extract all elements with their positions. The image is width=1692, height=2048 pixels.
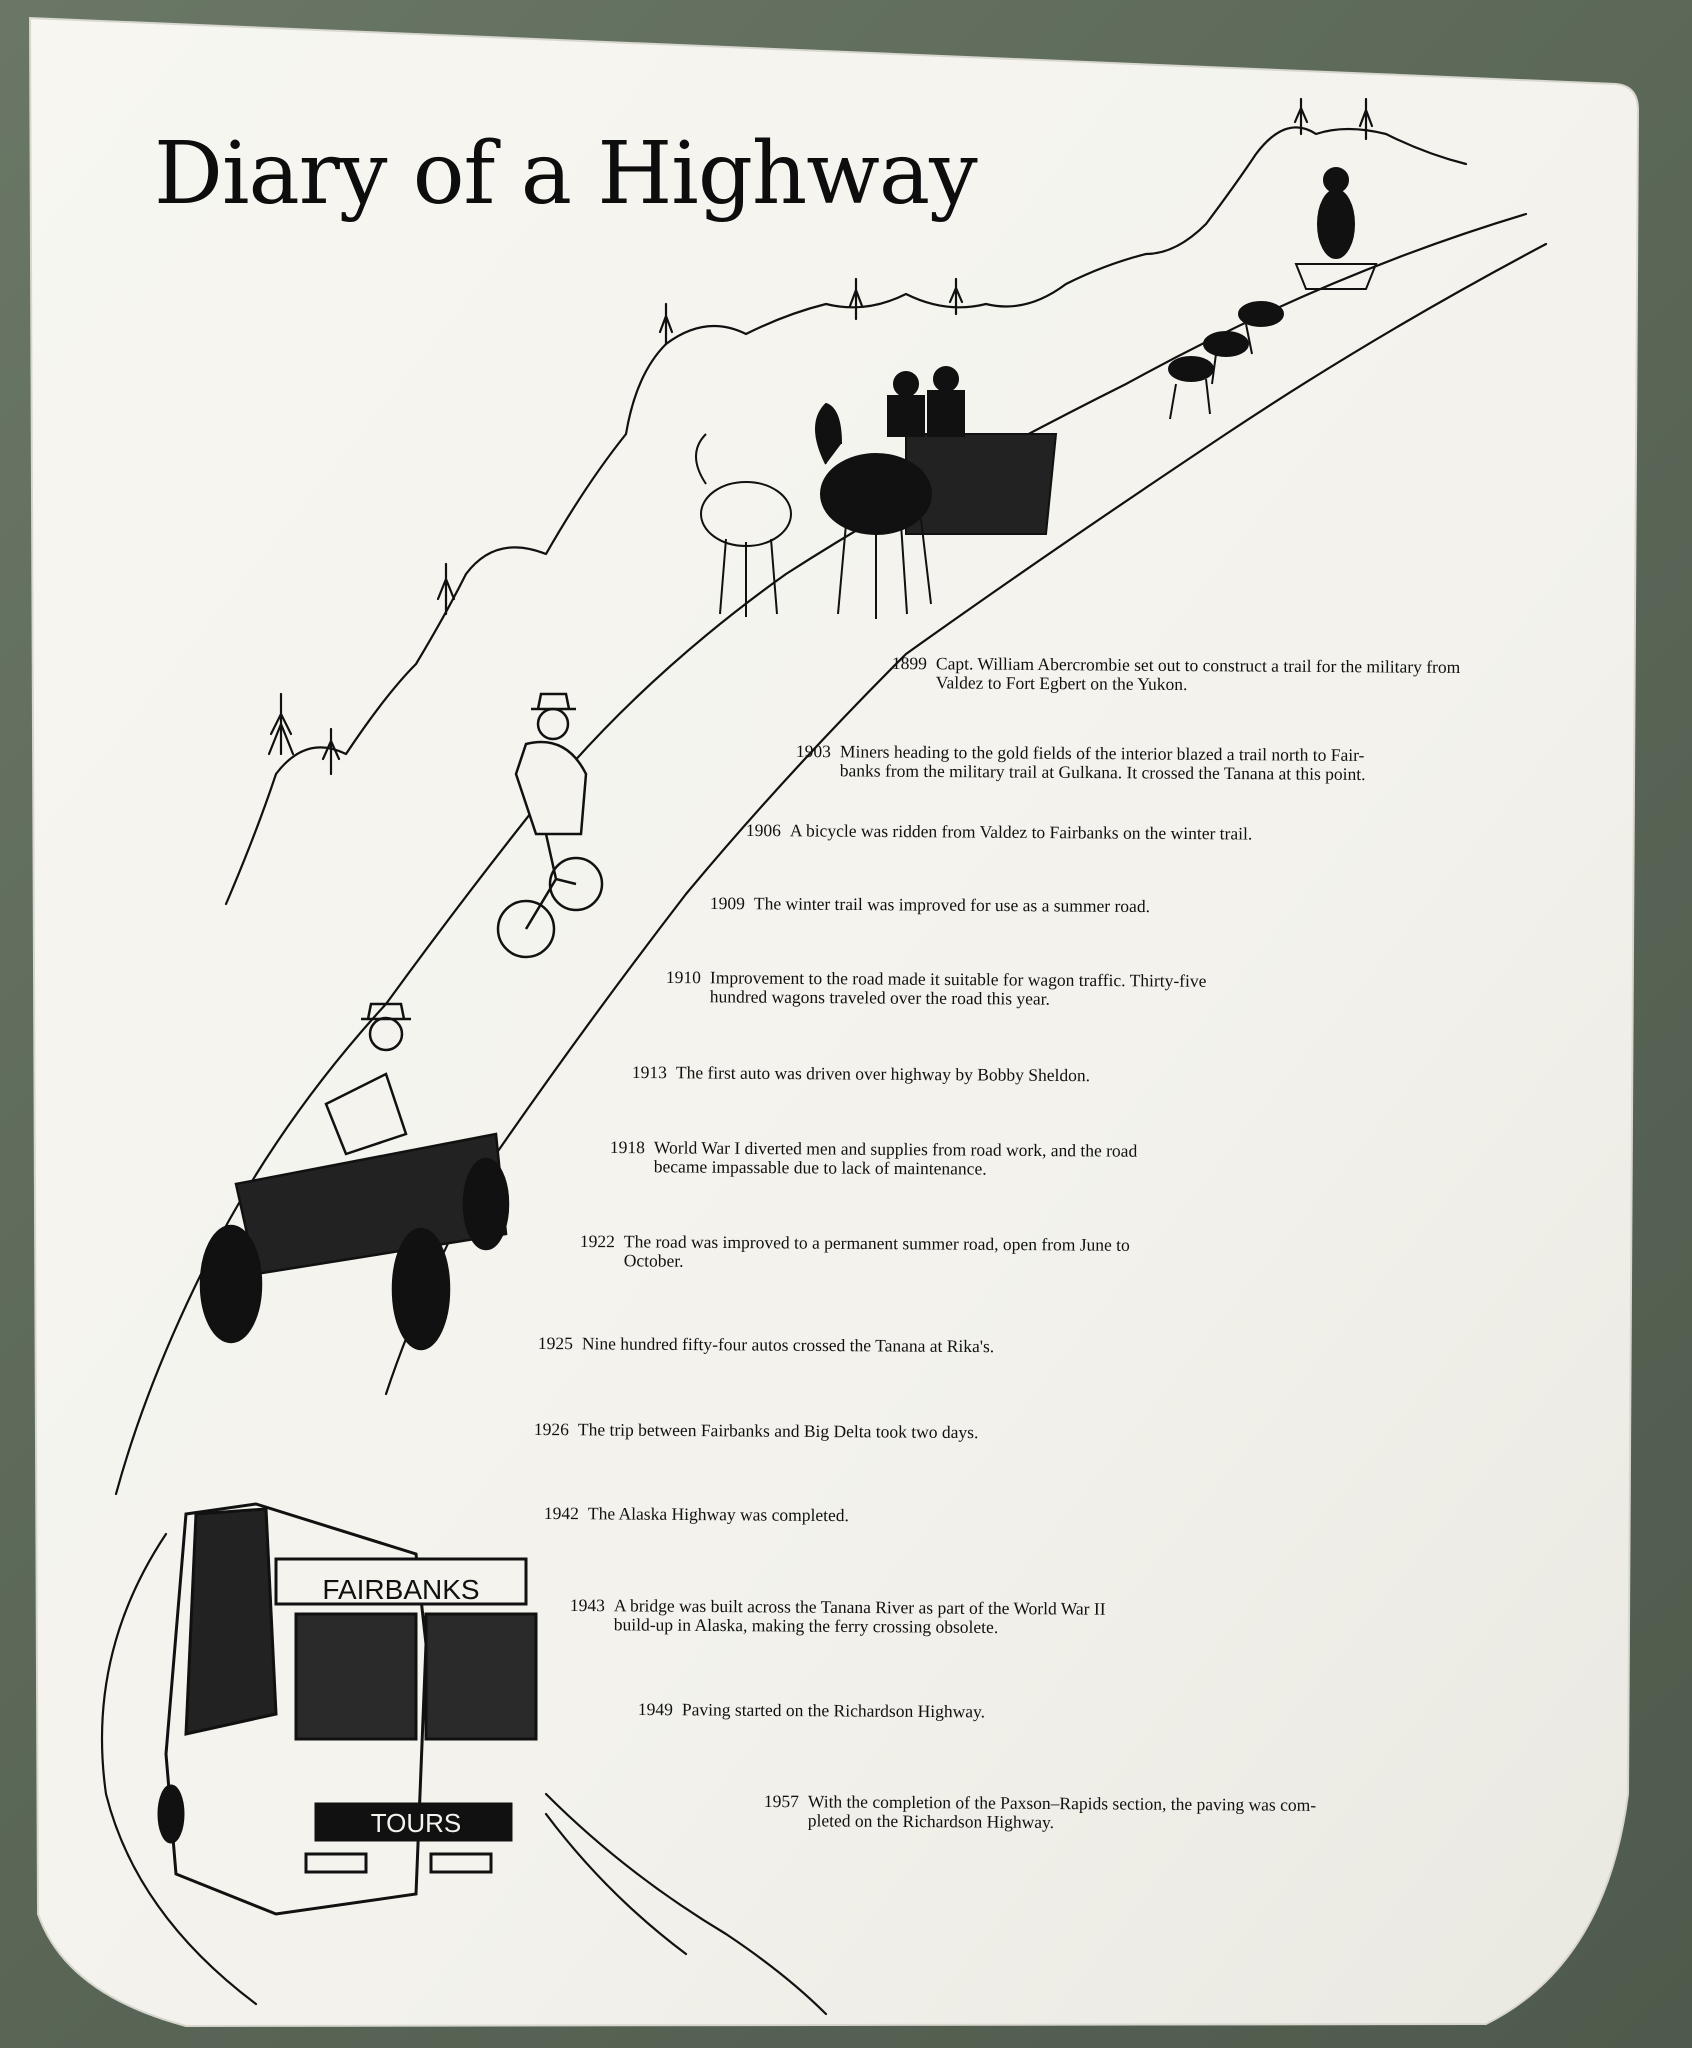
entry-text: The road was improved to a permanent summer road, open from June to October. (623, 1231, 1130, 1271)
entry-year: 1957 (763, 1791, 800, 1812)
entry-text: Improvement to the road made it suitable for wagon traffic. Thirty-five hundred wagons traveled over the road this year. (709, 967, 1207, 1009)
entry-year: 1925 (537, 1333, 574, 1354)
entry-text: Miners heading to the gold fields of the interior blazed a trail north to Fair- banks from the military trail at Gulkana. It crossed the Tanana at this point. (839, 741, 1366, 784)
entry-text: With the completion of the Paxson–Rapids section, the paving was com- pleted on the Richardson Highway. (807, 1791, 1317, 1833)
ridge-tree (323, 729, 339, 774)
entry-year: 1949 (637, 1699, 674, 1720)
entry-text: The first auto was driven over highway by Bobby Sheldon. (675, 1062, 1091, 1086)
entry-year: 1913 (631, 1062, 668, 1083)
ridge-tree (269, 694, 293, 754)
entry-text: The Alaska Highway was completed. (587, 1503, 849, 1526)
timeline-entry (710, 894, 1150, 916)
ridge-tree (850, 279, 862, 319)
road-edge-left (116, 214, 1526, 1494)
timeline-entry (746, 821, 1252, 844)
entry-text: Paving started on the Richardson Highway. (681, 1699, 986, 1722)
ridge-tree (950, 279, 962, 314)
bicyclist-drawing (498, 694, 602, 957)
entry-year: 1943 (569, 1595, 606, 1616)
timeline-entry (610, 1138, 1138, 1180)
tour-bus-drawing (159, 1504, 536, 1914)
entry-year: 1906 (745, 820, 782, 841)
horse-wagon-drawing (696, 367, 1056, 619)
entry-year: 1918 (609, 1137, 646, 1158)
entry-text: A bicycle was ridden from Valdez to Fairbanks on the winter trail. (789, 820, 1253, 844)
antique-car-drawing (201, 1004, 508, 1349)
ridge-tree (1360, 99, 1372, 139)
ridge-tree (660, 304, 672, 344)
highway-illustration (26, 14, 1676, 2034)
timeline-entry (764, 1792, 1316, 1834)
poster-title: Diary of a Highway (154, 124, 977, 224)
timeline-entry (638, 1700, 985, 1721)
entry-year: 1942 (543, 1503, 580, 1524)
bus-tours-sign: TOURS (370, 1808, 462, 1838)
bus-destination-label: FAIRBANKS (322, 1574, 480, 1605)
timeline-entry (892, 654, 1461, 696)
entry-text: The winter trail was improved for use as a summer road. (753, 893, 1151, 917)
timeline-entry (538, 1334, 994, 1356)
entry-text: Nine hundred fifty-four autos crossed the Tanana at Rika's. (581, 1333, 995, 1357)
diary-poster (26, 14, 1676, 2034)
entry-text: The trip between Fairbanks and Big Delta took two days. (577, 1419, 979, 1443)
timeline-entry (534, 1420, 979, 1442)
dog-sled-drawing (1169, 168, 1376, 419)
entry-text: A bridge was built across the Tanana River as part of the World War II build-up in Alaska, making the ferry crossing obsolete. (613, 1595, 1106, 1637)
entry-year: 1899 (891, 653, 928, 674)
entry-year: 1910 (665, 967, 702, 988)
entry-year: 1903 (795, 741, 832, 762)
road-curve-lower-right-2 (546, 1814, 686, 1954)
timeline-entry (570, 1596, 1106, 1638)
entry-year: 1909 (709, 893, 746, 914)
entry-year: 1926 (533, 1419, 570, 1440)
timeline-entry (796, 742, 1366, 784)
entry-year: 1922 (579, 1231, 616, 1252)
timeline-entry (632, 1063, 1090, 1085)
entry-text: World War I diverted men and supplies from road work, and the road became impassable due to lack of maintenance. (653, 1137, 1138, 1179)
timeline-entry (580, 1232, 1130, 1274)
timeline-entry (544, 1504, 849, 1525)
ridge-tree (438, 564, 454, 614)
timeline-entry (666, 968, 1207, 1010)
entry-text: Capt. William Abercrombie set out to construct a trail for the military from Valdez to Fort Egbert on the Yukon. (935, 653, 1461, 695)
